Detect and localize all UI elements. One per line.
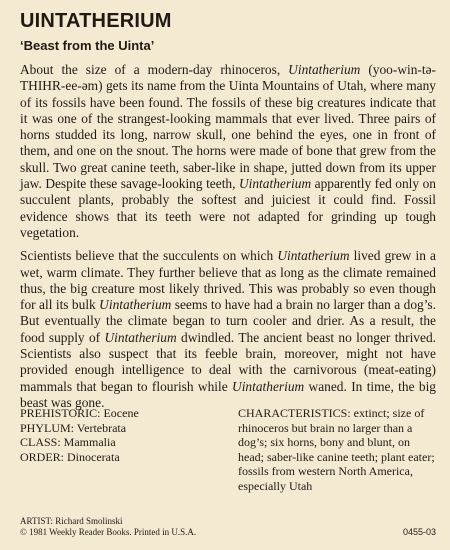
- facts-section: [20, 406, 436, 493]
- card-code: 0455-03: [402, 527, 436, 537]
- footer-copyright: © 1981 Weekly Reader Books. Printed in U.S.A.: [20, 527, 197, 537]
- species-name: Uintatherium: [288, 62, 361, 77]
- species-name: Uintatherium: [99, 297, 172, 313]
- species-name: Uintatherium: [238, 176, 312, 192]
- body-paragraph-2: [20, 248, 436, 411]
- fact-characteristics: CHARACTERISTICS: extinct; size of rhinoceros but brain no larger than a dog’s; six horns, bony and blunt, on head; saber-like canine teeth; plant eater; fossils from western North America, especially Utah: [238, 406, 435, 493]
- text-run: Scientists believe that the succulents on which: [20, 248, 278, 264]
- card-footer: [20, 516, 436, 538]
- fact-order: ORDER: Dinocerata: [20, 449, 120, 464]
- fact-class: CLASS: Mammalia: [20, 435, 116, 449]
- text-run: About the size of a modern-day rhinoceros,: [20, 62, 289, 77]
- species-name: Uintatherium: [232, 378, 305, 394]
- species-name: Uintatherium: [277, 248, 350, 264]
- classification-list: [20, 406, 215, 493]
- fact-phylum: PHYLUM: Vertebrata: [20, 420, 127, 435]
- body-paragraph-1: [20, 62, 436, 241]
- text-run: lived grew in a wet, warm climate. They further believe that as long as the climate remained thus, the big creature most likely thrived. This was probably so even though for all its bulk: [20, 248, 436, 313]
- footer-artist: ARTIST: Richard Smolinski: [20, 516, 123, 526]
- card-title: UINTATHERIUM: [20, 10, 172, 32]
- text-run: waned. In time, the big beast was gone.: [20, 378, 437, 410]
- fact-prehistoric: PREHISTORIC: Eocene: [20, 406, 139, 420]
- text-run: dwindled. The ancient beast no longer thrived. Scientists also suspect that its feeble brain, moreover, might not have provided enough intelligence to deal with the carnivorous (meat-eating) mammals that began to flourish while: [20, 329, 436, 394]
- text-run: (yoo-win-tə-THIHR-ee-əm) gets its name from the Uinta Mountains of Utah, where many of its fossils have been found. The fossils of these big creatures indicate that it was one of the strangest-looking mammals that ever lived. Three pairs of horns studded its long, narrow skull, one behind the eyes, one in front of them, and one on the snout. The horns were made of bone that grew from the skull. Two great canine teeth, saber-like in shape, jutted down from its upper jaw. Despite these savage-looking teeth,: [20, 62, 436, 192]
- text-run: seems to have had a brain no larger than a dog’s. But eventually the climate began to turn cooler and drier. As a result, the food supply of: [20, 297, 436, 345]
- species-name: Uintatherium: [104, 329, 177, 345]
- card-body: [20, 62, 436, 411]
- card-subtitle: ‘Beast from the Uinta’: [20, 38, 155, 53]
- text-run: apparently fed only on succulent plants, probably the softest and juiciest it could find. Fossil evidence shows that its teeth were not adapted for grinding up tough vegetation.: [20, 176, 436, 240]
